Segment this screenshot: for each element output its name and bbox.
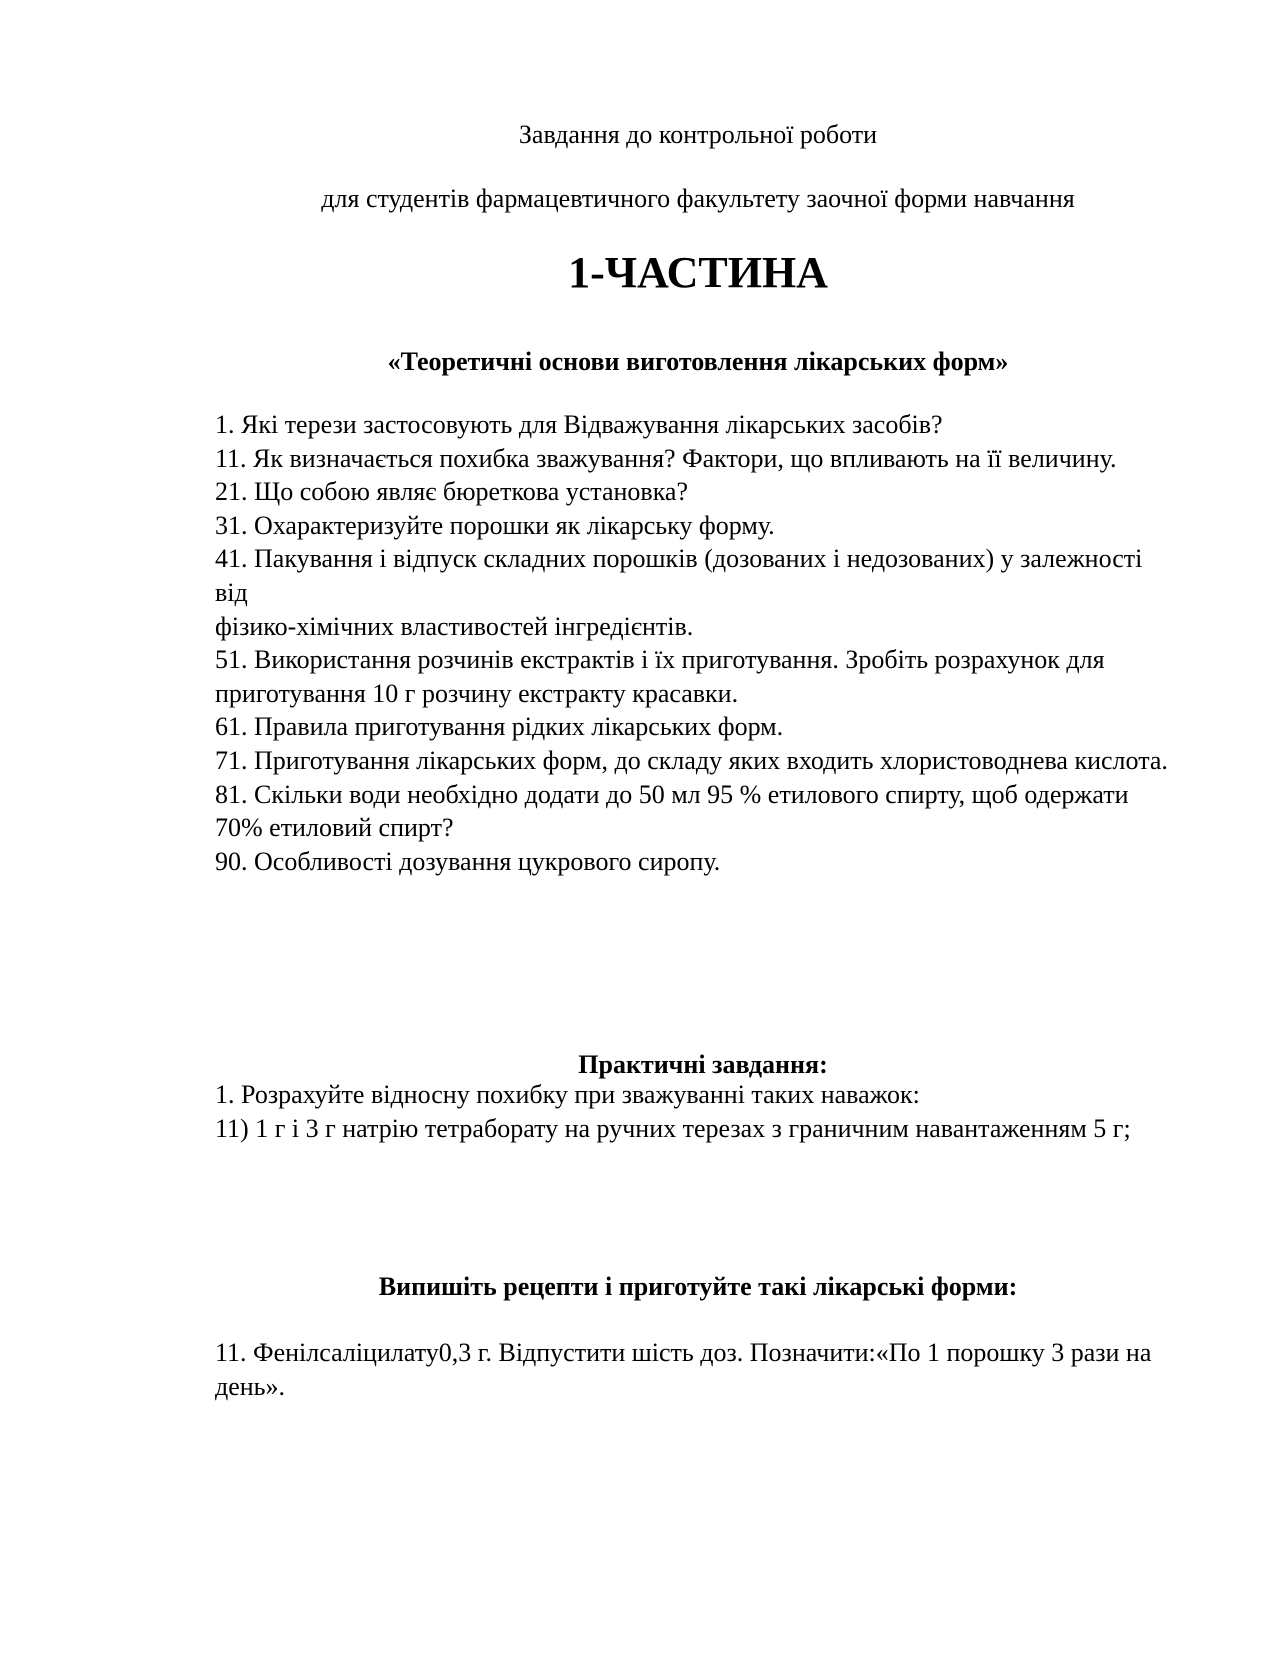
- question-item: 31. Охарактеризуйте порошки як лікарську форму.: [215, 510, 775, 540]
- assignment-subtitle: для студентів фармацевтичного факультету заочної форми навчання: [321, 184, 1075, 213]
- section-title: «Теоретичні основи виготовлення лікарських форм»: [387, 347, 1009, 376]
- question-item: 51. Використання розчинів екстрактів і їх приготування. Зробіть розрахунок для: [215, 645, 1105, 675]
- practical-tasks-title: Практичні завдання:: [578, 1050, 828, 1079]
- question-item-continuation: 70% етиловий спирт?: [215, 813, 454, 843]
- question-item: 81. Скільки води необхідно додати до 50 мл 95 % етилового спирту, щоб одержати: [215, 779, 1129, 809]
- question-item: 21. Що собою являє бюреткова установка?: [215, 477, 689, 507]
- practical-tasks-list: [215, 1078, 1181, 1145]
- question-item-continuation: приготування 10 г розчину екстракту красавки.: [215, 678, 739, 708]
- practical-task-item: 1. Розрахуйте відносну похибку при зважуванні таких наважок:: [215, 1080, 920, 1109]
- question-item: 11. Як визначається похибка зважування? Фактори, що впливають на її величину.: [215, 443, 1117, 473]
- prescriptions-title: Випишіть рецепти і приготуйте такі лікарські форми:: [378, 1272, 1018, 1301]
- practical-task-item: 11) 1 г і 3 г натрію тетраборату на ручних терезах з граничним навантаженням 5 г;: [215, 1113, 1131, 1143]
- prescriptions-list: [215, 1336, 1181, 1403]
- question-item: 1. Які терези застосовують для Відважування лікарських засобів?: [215, 410, 943, 439]
- question-item: 61. Правила приготування рідких лікарських форм.: [215, 712, 784, 742]
- question-item-continuation: фізико-хімічних властивостей інгредієнтів.: [215, 611, 694, 641]
- theory-questions-list: [215, 408, 1181, 878]
- question-item: 41. Пакування і відпуск складних порошків (дозованих і недозованих) у залежності від: [215, 544, 1143, 607]
- assignment-title: Завдання до контрольної роботи: [518, 120, 878, 149]
- prescription-item: 11. Фенілсаліцилату0,3 г. Відпустити шість доз. Позначити:«По 1 порошку 3 рази на день».: [215, 1338, 1152, 1401]
- question-item: 90. Особливості дозування цукрового сиропу.: [215, 846, 721, 876]
- part-title: 1-ЧАСТИНА: [568, 248, 828, 297]
- question-item: 71. Приготування лікарських форм, до складу яких входить хлористоводнева кислота.: [215, 745, 1168, 775]
